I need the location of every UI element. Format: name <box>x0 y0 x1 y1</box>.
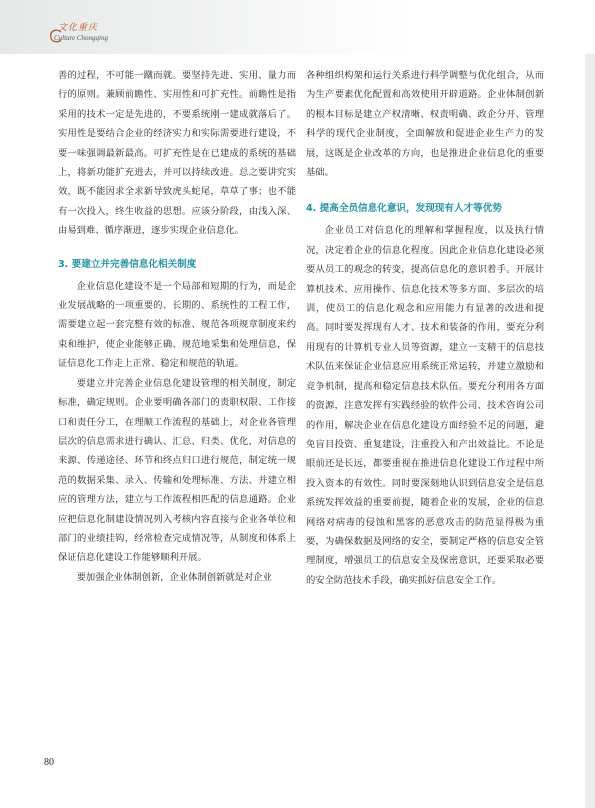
right-column <box>306 66 544 590</box>
section-heading: 3. 要建立并完善信息化相关制度 <box>58 258 197 270</box>
paragraph: 善的过程，不可能一蹴而就。要坚持先进、实用、量力而行的原则。兼顾前瞻性、实用性和可扩充性。前瞻性是指采用的技术一定是先进的，不要系统刚一建成就落后了。实用性是要结合企业的经济实力和实际需要进行建设，不要一味强调最新最高。可扩充性是在已建成的系统的基础上，将新功能扩充进去，并可以持续改进。总之要讲究实效，既不能因求全求新导致虎头蛇尾，草草了事；也不能有一次投入，终生收益的思想。应该分阶段，由浅入深、由易到难、循序渐进，逐步实现企业信息化。 <box>58 70 296 237</box>
page-number: 80 <box>44 757 54 768</box>
paragraph: 要加强企业体制创新，企业体制创新就是对企业 <box>76 571 272 583</box>
section-heading: 4. 提高全员信息化意识，发现现有人才等优势 <box>306 203 502 215</box>
page-edge-strip <box>585 54 595 808</box>
magazine-logo <box>48 22 128 50</box>
paragraph: 企业信息化建设不是一个局部和短期的行为，而是企业发展战略的一项重要的、长期的、系统性的工程工作，需要建立起一套完整有效的标准、规范各项规章制度来约束和维护，使企业能够正确、规范地采集和处理信息，保证信息化工作走上正常、稳定和规范的轨道。 <box>58 280 296 370</box>
left-column <box>58 66 296 587</box>
paragraph: 各种组织构架和运行关系进行科学调整与优化组合，从而为生产要素优化配置和高效使用开辟道路。企业体制创新的根本目标是建立产权清晰、权责明确、政企分开、管理科学的现代企业制度，全面解放和促进企业生产力的发展，这既是企业改革的方向，也是推进企业信息化的重要基础。 <box>306 70 544 179</box>
paragraph: 企业员工对信息化的理解和掌握程度，以及执行情况，决定着企业的信息化程度。因此企业信息化建设必须要从员工的观念的转变，提高信息化的意识着手。开展计算机技术、应用操作、信息化技术等多方面、多层次的培训，使员工的信息化观念和应用能力有显著的改进和提高。同时要发挥现有人才、技术和装备的作用，要充分利用现有的计算机专业人员等资源，建立一支精干的信息技术队伍来保证企业信息应用系统正常运转，并建立激励和竞争机制，提高和稳定信息技术队伍。要充分利用各方面的资源，注意发挥有实践经验的软件公司、技术咨询公司的作用，解决企业在信息化建设方面经验不足的问题，避免盲目投资、重复建设，注重投入和产出效益比。不论是眼前还是长远，都要重视在推进信息化建设工作过程中所投入资本的有效性。同时要深刻地认识到信息安全是信息系统发挥效益的重要前提，随着企业的发展，企业的信息网络对病毒的侵蚀和黑客的恶意攻击的防范显得极为重要，为确保数据及网络的安全，要制定严格的信息安全管理制度，增强员工的信息安全及保密意识，还要采取必要的安全防范技术手段，确实抓好信息安全工作。 <box>306 225 544 586</box>
paragraph: 要建立并完善企业信息化建设管理的相关制度，制定标准，确定规则。企业要明确各部门的责职权限、工作接口和责任分工，在理顺工作流程的基础上，对企业各管理层次的信息需求进行确认、汇总、归类、优化，对信息的来源、传递途径、环节和终点归口进行规范，制定统一规范的数据采集、录入、传输和处理标准、方法、并建立相应的管理方法，建立与工作流程相匹配的信息通路。企业应把信息化制建设情况列入考核内容直接与企业各单位和部门的业绩挂钩，经常检查完成情况等，从制度和体系上保证信息化建设工作能够顺利开展。 <box>58 377 296 564</box>
header-bar <box>0 0 595 54</box>
logo-title-cn: 文化重庆 <box>58 23 99 33</box>
logo-title-en: Culture Chongqing <box>54 34 108 42</box>
